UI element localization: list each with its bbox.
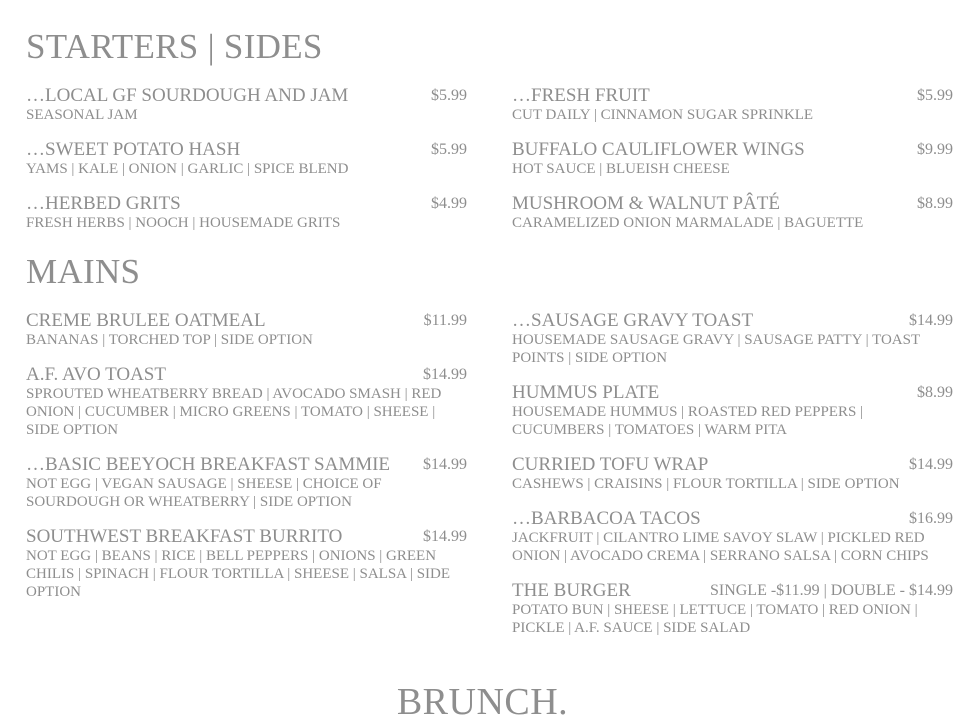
menu-item-name: BUFFALO CAULIFLOWER WINGS: [512, 139, 805, 160]
menu-item: [512, 310, 953, 367]
menu-item: [512, 382, 953, 439]
menu-item-name: …FRESH FRUIT: [512, 85, 650, 106]
menu-item-price: $5.99: [431, 87, 467, 104]
menu-item: [512, 85, 953, 124]
menu-item-name: CURRIED TOFU WRAP: [512, 454, 709, 475]
mains-right-column: [512, 310, 953, 652]
menu-item-description: HOUSEMADE HUMMUS | ROASTED RED PEPPERS | CUCUMBERS | TOMATOES | WARM PITA: [512, 404, 864, 438]
menu-item-description: NOT EGG | BEANS | RICE | BELL PEPPERS | ONIONS | GREEN CHILIS | SPINACH | FLOUR TORTILLA | SHEESE | SALSA | SIDE OPTION: [26, 548, 451, 600]
menu-item-description: HOUSEMADE SAUSAGE GRAVY | SAUSAGE PATTY | TOAST POINTS | SIDE OPTION: [512, 332, 920, 366]
starters-right-column: [512, 85, 953, 247]
menu-item-name: …SAUSAGE GRAVY TOAST: [512, 310, 754, 331]
menu-item: [26, 454, 467, 511]
menu-item: [512, 454, 953, 493]
mains-section-title: MAINS: [26, 252, 141, 291]
menu-item-name: CREME BRULEE OATMEAL: [26, 310, 266, 331]
menu-item-description: CARAMELIZED ONION MARMALADE | BAGUETTE: [512, 215, 864, 231]
menu-item-price: $14.99: [423, 528, 467, 545]
menu-item-description: POTATO BUN | SHEESE | LETTUCE | TOMATO | RED ONION | PICKLE | A.F. SAUCE | SIDE SALAD: [512, 602, 918, 636]
menu-item-price: $14.99: [423, 366, 467, 383]
menu-item-name: …HERBED GRITS: [26, 193, 181, 214]
menu-item-description: SEASONAL JAM: [26, 107, 138, 123]
menu-item-name: A.F. AVO TOAST: [26, 364, 166, 385]
menu-item-price: $11.99: [423, 312, 467, 329]
menu-item-name: MUSHROOM & WALNUT PÂTÉ: [512, 193, 780, 214]
menu-item: [26, 85, 467, 124]
menu-item-name: SOUTHWEST BREAKFAST BURRITO: [26, 526, 343, 547]
menu-item: [26, 139, 467, 178]
menu-item-price: $5.99: [917, 87, 953, 104]
menu-item-description: YAMS | KALE | ONION | GARLIC | SPICE BLEND: [26, 161, 349, 177]
menu-item-name: …SWEET POTATO HASH: [26, 139, 241, 160]
menu-item: [512, 193, 953, 232]
menu-item-description: HOT SAUCE | BLUEISH CHEESE: [512, 161, 730, 177]
menu-item-description: CUT DAILY | CINNAMON SUGAR SPRINKLE: [512, 107, 814, 123]
menu-item-description: NOT EGG | VEGAN SAUSAGE | SHEESE | CHOICE OF SOURDOUGH OR WHEATBERRY | SIDE OPTION: [26, 476, 382, 510]
menu-item-name: …BARBACOA TACOS: [512, 508, 701, 529]
menu-item: [26, 193, 467, 232]
starters-section-title: STARTERS | SIDES: [26, 27, 323, 66]
menu-item: [512, 139, 953, 178]
menu-item: [512, 580, 953, 637]
menu-item: [512, 508, 953, 565]
menu-item-name: …LOCAL GF SOURDOUGH AND JAM: [26, 85, 349, 106]
menu-item-description: SPROUTED WHEATBERRY BREAD | AVOCADO SMASH | RED ONION | CUCUMBER | MICRO GREENS | TOMATO | SHEESE | SIDE OPTION: [26, 386, 442, 438]
menu-item-description: JACKFRUIT | CILANTRO LIME SAVOY SLAW | PICKLED RED ONION | AVOCADO CREMA | SERRANO SALSA | CORN CHIPS: [512, 530, 929, 564]
menu-item-price: $8.99: [917, 384, 953, 401]
menu-item-name: HUMMUS PLATE: [512, 382, 660, 403]
menu-item-price: $14.99: [909, 456, 953, 473]
menu-item-price: SINGLE -$11.99 | DOUBLE - $14.99: [709, 582, 953, 599]
menu-item: [26, 310, 467, 349]
menu-item: [26, 364, 467, 439]
menu-item-name: …BASIC BEEYOCH BREAKFAST SAMMIE: [26, 454, 391, 475]
menu-item-price: $5.99: [431, 141, 467, 158]
menu-item: [26, 526, 467, 601]
mains-left-column: [26, 310, 467, 616]
menu-item-price: $14.99: [909, 312, 953, 329]
menu-item-name: THE BURGER: [512, 580, 631, 601]
menu-item-price: $4.99: [431, 195, 467, 212]
menu-item-price: $14.99: [423, 456, 467, 473]
menu-item-price: $9.99: [917, 141, 953, 158]
menu-item-price: $16.99: [909, 510, 953, 527]
menu-item-price: $8.99: [917, 195, 953, 212]
menu-item-description: BANANAS | TORCHED TOP | SIDE OPTION: [26, 332, 313, 348]
menu-item-description: FRESH HERBS | NOOCH | HOUSEMADE GRITS: [26, 215, 341, 231]
menu-item-description: CASHEWS | CRAISINS | FLOUR TORTILLA | SIDE OPTION: [512, 476, 900, 492]
brunch-footer-title: BRUNCH.: [396, 681, 569, 723]
starters-left-column: [26, 85, 467, 247]
